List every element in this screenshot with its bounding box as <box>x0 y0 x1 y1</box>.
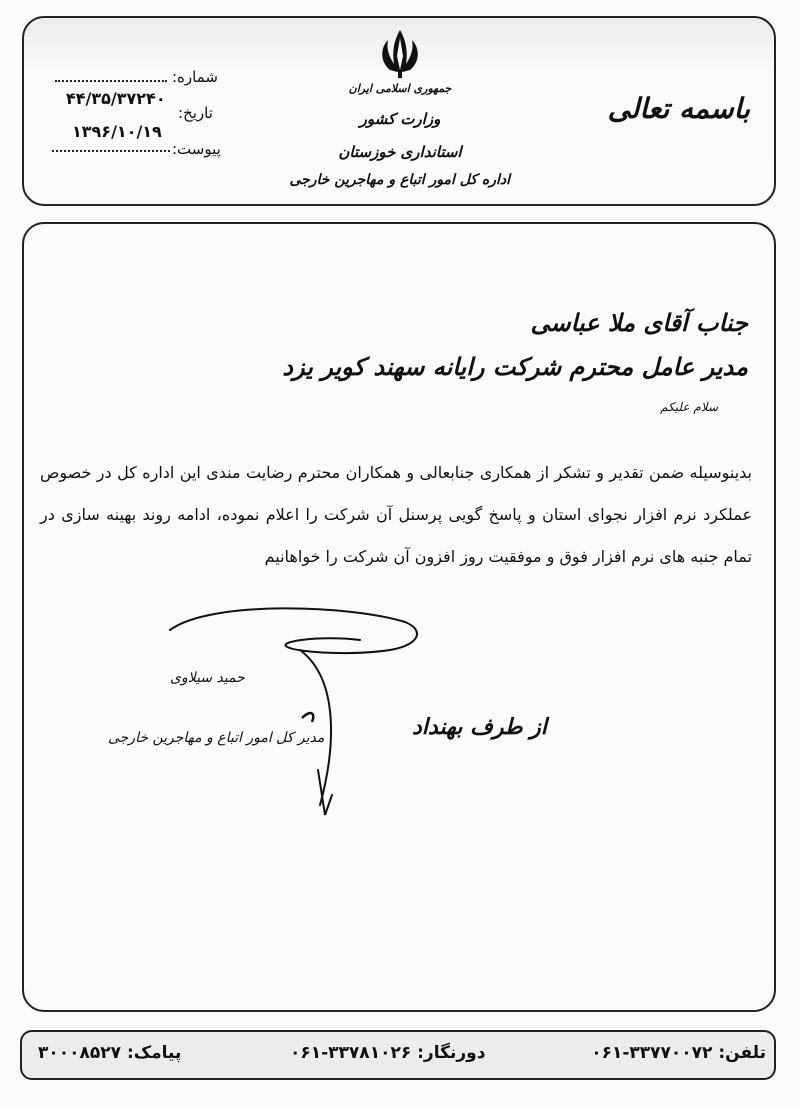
gov-line-department: اداره کل امور اتباع و مهاجرین خارجی <box>289 172 510 188</box>
attachment-dotted-line <box>52 150 170 152</box>
date-value: ۱۳۹۶/۱۰/۱۹ <box>72 122 162 141</box>
handwritten-signature <box>150 600 430 820</box>
gov-line-country: جمهوری اسلامی ایران <box>348 82 452 95</box>
footer-phone <box>591 1043 766 1063</box>
sms-value: ۳۰۰۰۸۵۲۷ <box>38 1043 122 1063</box>
signer-title: مدیر کل امور اتباع و مهاجرین خارجی <box>108 730 325 746</box>
basmala: باسمه تعالی <box>607 92 750 125</box>
number-value: ۴۴/۳۵/۳۷۲۴۰ <box>66 89 166 108</box>
phone-value: ۰۶۱-۳۳۷۷۰۰۷۲ <box>591 1043 713 1063</box>
recipient-name: جناب آقای ملا عباسی <box>530 308 748 337</box>
sms-label: پیامک: <box>126 1043 182 1063</box>
greeting: سلام علیکم <box>660 400 718 414</box>
attachment-label: پیوست: <box>172 140 221 158</box>
recipient-title: مدیر عامل محترم شرکت رایانه سهند کویر یزد <box>282 352 748 381</box>
footer-sms <box>38 1043 181 1063</box>
on-behalf-note: از طرف بهنداد <box>412 714 547 740</box>
footer-fax <box>290 1043 485 1063</box>
gov-line-ministry: وزارت کشور <box>359 110 441 128</box>
letter-paragraph: بدینوسیله ضمن تقدیر و تشکر از همکاری جنابعالی و همکاران محترم رضایت مندی این اداره کل در خصوص عملکرد نرم افزار نجوای استان و پاسخ گویی پرسنل آن شرکت را اعلام نموده، ادامه روند بهینه سازی در تمام جنبه های نرم افزار فوق و موفقیت روز افزون آن شرکت را خواهانیم <box>40 463 752 566</box>
gov-line-province: استانداری خوزستان <box>338 143 462 161</box>
iran-emblem-icon <box>372 26 428 82</box>
number-dotted-line <box>55 80 167 82</box>
fax-label: دورنگار: <box>417 1043 486 1063</box>
date-label: تاریخ: <box>178 104 213 122</box>
fax-value: ۰۶۱-۳۳۷۸۱۰۲۶ <box>290 1043 412 1063</box>
signer-name: حمید سیلاوی <box>170 670 245 686</box>
phone-label: تلفن: <box>718 1043 766 1063</box>
number-label: شماره: <box>172 68 218 86</box>
